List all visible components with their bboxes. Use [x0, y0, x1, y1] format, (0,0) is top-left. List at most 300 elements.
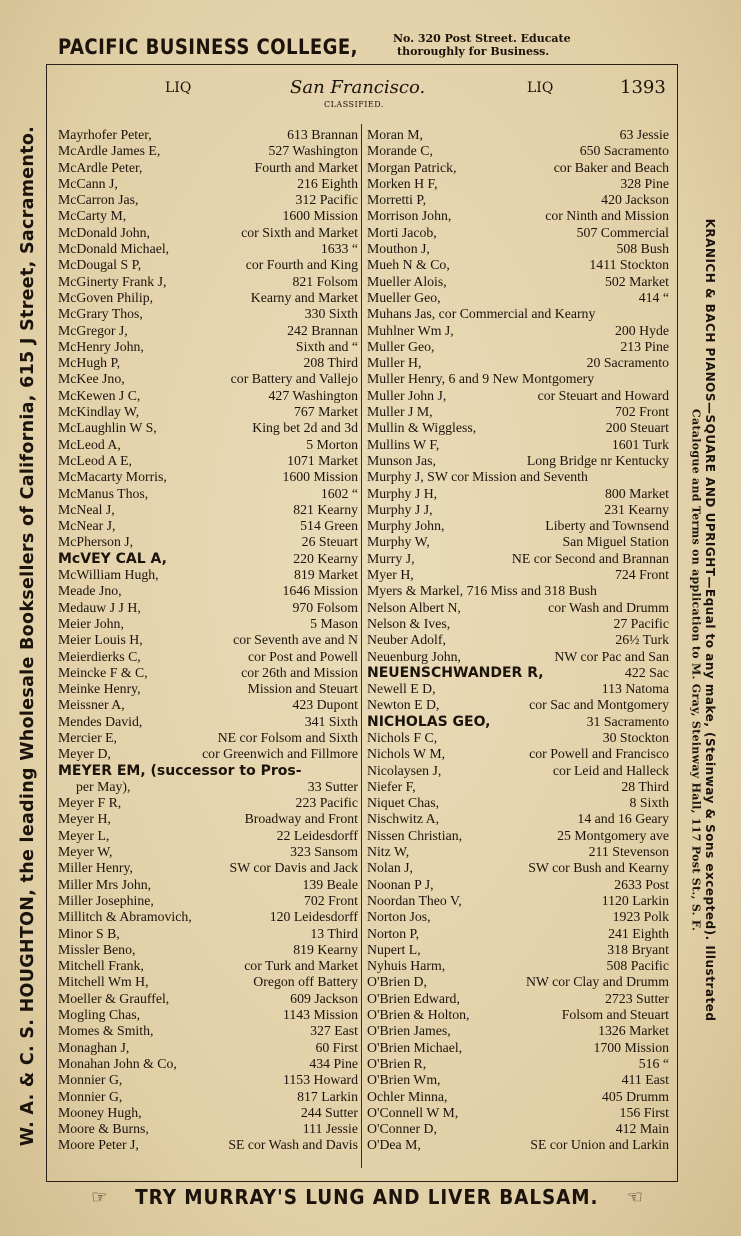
listing-address: 1633 “ [320, 241, 358, 257]
listing-address: 30 Stockton [602, 729, 669, 745]
listing-name: Murphy J J, [367, 501, 433, 517]
listing-entry [367, 1089, 669, 1105]
listing-name: McManus Thos, [58, 485, 149, 501]
listing-address: 414 “ [638, 289, 669, 305]
listing-name: Ochler Minna, [367, 1088, 448, 1104]
listing-address: cor Powell and Francisco [529, 746, 669, 762]
listing-address: 2633 Post [614, 876, 669, 892]
listing-name: McKewen J C, [58, 387, 141, 403]
listing-entry [367, 714, 669, 730]
listing-name: McGrary Thos, [58, 306, 143, 322]
listing-address: 516 “ [638, 1055, 669, 1071]
listing-address: 821 Folsom [292, 273, 358, 289]
listing-entry [58, 909, 358, 925]
city-title: San Francisco. [290, 77, 426, 98]
listing-address: 423 Dupont [292, 697, 358, 713]
listing-address: 1700 Mission [593, 1039, 669, 1055]
listing-entry [58, 583, 358, 599]
listing-entry [367, 681, 669, 697]
listing-address: 1326 Market [598, 1023, 669, 1039]
listing-name: Morrison John, [367, 208, 452, 224]
listing-name: Morti Jacob, [367, 224, 437, 240]
listing-address: cor Fourth and King [245, 257, 358, 273]
listing-name: Nolan J, [367, 860, 413, 876]
listing-name: Muller H, [367, 355, 422, 371]
listing-entry [367, 192, 669, 208]
listing-name: O'Brien D, [367, 974, 427, 990]
listing-entry [58, 192, 358, 208]
listing-entry [58, 518, 358, 534]
listing-name: NEUENSCHWANDER R, [367, 664, 544, 681]
listing-entry [58, 974, 358, 990]
listing-address: King bet 2d and 3d [252, 420, 358, 436]
listing-address: Mission and Steuart [247, 681, 358, 697]
listing-address: Broadway and Front [244, 811, 358, 827]
listing-name: Minor S B, [58, 925, 120, 941]
listing-address: 1600 Mission [282, 208, 358, 224]
listing-entry [367, 974, 669, 990]
listing-address: 1600 Mission [282, 469, 358, 485]
listing-entry [367, 420, 669, 436]
listing-name: McLeod A E, [58, 452, 132, 468]
listing-entry [367, 1007, 669, 1023]
listing-address: cor Sixth and Market [241, 224, 358, 240]
listing-entry [58, 290, 358, 306]
listing-address: 31 Sacramento [586, 713, 669, 729]
listing-address: 328 Pine [620, 175, 669, 191]
listing-address: Oregon off Battery [253, 974, 358, 990]
listing-address: 970 Folsom [292, 599, 358, 615]
listing-entry [367, 877, 669, 893]
listing-entry [58, 1007, 358, 1023]
listing-address: 323 Sansom [290, 844, 358, 860]
listing-address: 767 Market [294, 404, 358, 420]
listing-name: Meissner A, [58, 697, 125, 713]
listing-entry [58, 616, 358, 632]
listing-entry [58, 306, 358, 322]
listing-entry [58, 176, 358, 192]
top-ad-title: PACIFIC BUSINESS COLLEGE, [58, 35, 358, 59]
listing-name: McDougal S P, [58, 257, 142, 273]
listing-entry [58, 160, 358, 176]
listing-name: Mendes David, [58, 713, 143, 729]
listing-address: 821 Kearny [293, 501, 358, 517]
listing-entry [367, 127, 669, 143]
bottom-advertisement [62, 1181, 672, 1213]
listing-name: Mogling Chas, [58, 1007, 141, 1023]
listing-name: Nissen Christian, [367, 827, 463, 843]
listing-name: McGoven Philip, [58, 289, 154, 305]
listing-name: Miller Henry, [58, 860, 133, 876]
listing-entry [367, 649, 669, 665]
listing-entry [367, 795, 669, 811]
listing-address: San Miguel Station [562, 534, 669, 550]
listing-entry [367, 534, 669, 550]
listing-name: O'Dea M, [367, 1137, 421, 1153]
listing-name: McKee Jno, [58, 371, 125, 387]
bottom-ad-text: TRY MURRAY'S LUNG AND LIVER BALSAM. [135, 1185, 599, 1209]
listing-name: Missler Beno, [58, 941, 136, 957]
listing-address: 216 Eighth [297, 175, 358, 191]
listing-address: 213 Pine [620, 338, 669, 354]
listing-name: Neuenburg John, [367, 648, 462, 664]
listing-entry [58, 1072, 358, 1088]
listing-entry [58, 746, 358, 762]
listing-entry [58, 371, 358, 387]
listing-address: cor Leid and Halleck [552, 762, 669, 778]
listing-entry [58, 632, 358, 648]
listing-address: 1646 Mission [282, 583, 358, 599]
listing-address: 819 Kearny [293, 941, 358, 957]
listing-address: 14 and 16 Geary [577, 811, 669, 827]
listing-entry [367, 860, 669, 876]
listing-entry [58, 469, 358, 485]
pointing-hand-left-icon: ☞ [91, 1186, 108, 1208]
listing-entry [58, 1137, 358, 1153]
listing-name: MEYER EM, (successor to Pros- [58, 762, 302, 779]
listing-name: McLeod A, [58, 436, 121, 452]
listing-name: Meier Louis H, [58, 632, 143, 648]
listing-address: cor Baker and Beach [553, 159, 669, 175]
listing-address: 341 Sixth [304, 713, 358, 729]
listing-name: Myers & Markel, 716 Miss and 318 Bush [367, 583, 597, 599]
listing-entry [367, 616, 669, 632]
listing-name: Mercier E, [58, 729, 117, 745]
listing-name: McNear J, [58, 518, 116, 534]
listing-entry [58, 958, 358, 974]
listing-entry [367, 437, 669, 453]
listing-entry [367, 518, 669, 534]
right-side-advertisement [682, 80, 738, 1160]
listing-name: Moran M, [367, 127, 423, 142]
listing-entry [367, 404, 669, 420]
listing-entry [367, 893, 669, 909]
listing-address: 211 Stevenson [588, 844, 669, 860]
listing-entry [367, 323, 669, 339]
listing-address: 25 Montgomery ave [557, 827, 669, 843]
listing-entry [58, 649, 358, 665]
listing-address: 5 Mason [310, 615, 358, 631]
listing-name: McLaughlin W S, [58, 420, 157, 436]
listing-entry [367, 665, 669, 681]
listing-address: Sixth and “ [295, 338, 358, 354]
listing-name: Muller Geo, [367, 338, 435, 354]
listing-name: Muhans Jas, cor Commercial and Kearny [367, 306, 596, 322]
listing-address: 422 Sac [624, 664, 669, 680]
listing-entry [58, 942, 358, 958]
listing-entry [367, 926, 669, 942]
listing-entry [58, 143, 358, 159]
listing-address: 120 Leidesdorff [269, 909, 358, 925]
listing-address: 1153 Howard [283, 1072, 358, 1088]
listing-entry [58, 127, 358, 143]
listing-address: 527 Washington [268, 143, 358, 159]
listing-address: SW cor Davis and Jack [229, 860, 358, 876]
listing-name: McGregor J, [58, 322, 128, 338]
listing-entry [367, 958, 669, 974]
listing-name: Mitchell Frank, [58, 958, 144, 974]
listing-address: 613 Brannan [287, 127, 358, 142]
listing-address: 502 Market [605, 273, 669, 289]
column-divider [361, 124, 362, 1168]
listing-name: Nichols F C, [367, 729, 438, 745]
listing-entry [367, 208, 669, 224]
listing-address: SE cor Union and Larkin [530, 1137, 669, 1153]
top-advertisement [58, 30, 678, 64]
listing-name: Murry J, [367, 550, 415, 566]
listing-entry [58, 420, 358, 436]
listing-name: Mouthon J, [367, 241, 430, 257]
listing-entry [58, 323, 358, 339]
listing-name: Meier John, [58, 615, 124, 631]
top-ad-subtext-line1: No. 320 Post Street. Educate [393, 32, 571, 45]
listing-name: O'Brien R, [367, 1055, 427, 1071]
listing-address: SE cor Wash and Davis [228, 1137, 358, 1153]
listing-name: Moore & Burns, [58, 1121, 149, 1137]
listing-name: Meyer F R, [58, 795, 122, 811]
listing-name: Mueller Geo, [367, 289, 441, 305]
listing-entry [58, 257, 358, 273]
listing-address: 111 Jessie [302, 1121, 358, 1137]
listing-name: McArdle Peter, [58, 159, 143, 175]
top-ad-subtext-line2: thoroughly for Business. [397, 45, 550, 58]
listing-address: 113 Natoma [601, 681, 669, 697]
listing-name: Millitch & Abramovich, [58, 909, 192, 925]
listing-address: 28 Third [621, 778, 669, 794]
page-number: 1393 [620, 77, 666, 98]
listing-entry [58, 600, 358, 616]
listing-name: Noordan Theo V, [367, 892, 462, 908]
listing-address: 223 Pacific [295, 795, 358, 811]
listing-address: 244 Sutter [300, 1104, 358, 1120]
listing-address: 8 Sixth [629, 795, 669, 811]
listing-name: Mullin & Wiggless, [367, 420, 477, 436]
listing-name: Murphy W, [367, 534, 430, 550]
listing-name: O'Conner D, [367, 1121, 437, 1137]
listing-address: 2723 Sutter [605, 990, 669, 1006]
listing-entry [367, 1023, 669, 1039]
listing-address: 405 Drumm [601, 1088, 669, 1104]
listing-name: Morande C, [367, 143, 433, 159]
right-side-ad-line2: Catalogue and Terms on application to M. Gray, Steinway Hall, 117 Post St., S. F. [689, 408, 703, 932]
listing-address: cor 26th and Mission [241, 664, 358, 680]
listing-name: Muhlner Wm J, [367, 322, 454, 338]
listing-name: Murphy J, SW cor Mission and Seventh [367, 469, 588, 485]
listing-address: cor Wash and Drumm [548, 599, 669, 615]
listing-name: Monnier G, [58, 1072, 123, 1088]
listing-address: cor Turk and Market [244, 958, 358, 974]
listing-entry [367, 176, 669, 192]
listing-address: Kearny and Market [250, 289, 358, 305]
listing-entry [367, 1072, 669, 1088]
listing-address: Folsom and Steuart [561, 1007, 669, 1023]
listing-entry [367, 746, 669, 762]
listing-address: Long Bridge nr Kentucky [526, 452, 669, 468]
listing-entry [58, 697, 358, 713]
listing-address: 22 Leidesdorff [276, 827, 358, 843]
listing-name: McDonald Michael, [58, 241, 170, 257]
listing-entry [367, 779, 669, 795]
listing-entry [58, 1089, 358, 1105]
right-side-ad-title: KRANICH & BACH PIANOS—SQUARE AND UPRIGHT—Equal to any make, (Steinway & Sons excepted). Illustrated [703, 218, 717, 1022]
listing-address: cor Ninth and Mission [545, 208, 669, 224]
listing-name: Nyhuis Harm, [367, 958, 446, 974]
listing-entry [367, 828, 669, 844]
listing-entry [58, 681, 358, 697]
listing-name: Nischwitz A, [367, 811, 440, 827]
listing-address: 427 Washington [268, 387, 358, 403]
listing-name: Norton Jos, [367, 909, 431, 925]
listing-entry [367, 1105, 669, 1121]
listing-address: 20 Sacramento [586, 355, 669, 371]
listing-address: 508 Bush [616, 241, 669, 257]
listing-address: 702 Front [614, 404, 669, 420]
listing-name: Moore Peter J, [58, 1137, 139, 1153]
listing-entry [58, 1023, 358, 1039]
listing-name: Nelson & Ives, [367, 615, 451, 631]
listing-name: McNeal J, [58, 501, 115, 517]
listing-address: 33 Sutter [307, 778, 358, 794]
listing-entry [367, 1040, 669, 1056]
listing-entry [367, 486, 669, 502]
listing-address: cor Greenwich and Fillmore [202, 746, 358, 762]
listing-entry [58, 388, 358, 404]
listing-name: Momes & Smith, [58, 1023, 154, 1039]
listing-name: McArdle James E, [58, 143, 161, 159]
listing-entry [58, 1040, 358, 1056]
listing-address: 1411 Stockton [589, 257, 669, 273]
listing-name: Meinke Henry, [58, 681, 141, 697]
listing-name: Mitchell Wm H, [58, 974, 149, 990]
listing-address: 434 Pine [309, 1055, 358, 1071]
listing-entry [58, 779, 358, 795]
pointing-hand-right-icon: ☜ [626, 1186, 643, 1208]
listing-address: 139 Beale [302, 876, 358, 892]
listing-name: Myer H, [367, 567, 414, 583]
listing-entry [58, 1105, 358, 1121]
listing-entry [58, 811, 358, 827]
listing-address: 27 Pacific [613, 615, 669, 631]
listing-entry [58, 551, 358, 567]
listing-name: Neuber Adolf, [367, 632, 446, 648]
classified-label: CLASSIFIED. [324, 100, 384, 109]
listing-entry [367, 355, 669, 371]
listing-entry [367, 160, 669, 176]
listing-entry [367, 1137, 669, 1153]
listing-name: Norton P, [367, 925, 420, 941]
listing-entry [58, 893, 358, 909]
listing-address: NE cor Folsom and Sixth [217, 729, 358, 745]
listing-name: O'Brien & Holton, [367, 1007, 470, 1023]
listing-entry [367, 844, 669, 860]
listing-name: Meade Jno, [58, 583, 122, 599]
listing-name: Muller Henry, 6 and 9 New Montgomery [367, 371, 595, 387]
listing-name: McCann J, [58, 175, 118, 191]
listing-address: SW cor Bush and Kearny [528, 860, 669, 876]
listing-name: Meincke F & C, [58, 664, 148, 680]
listing-address: 817 Larkin [297, 1088, 358, 1104]
listing-entry [58, 355, 358, 371]
listing-address: 63 Jessie [619, 127, 669, 142]
listing-entry [367, 241, 669, 257]
listing-entry [367, 1121, 669, 1137]
listing-address: Fourth and Market [254, 159, 358, 175]
listing-name: Mooney Hugh, [58, 1104, 142, 1120]
listing-entry [367, 388, 669, 404]
listing-address: 412 Main [615, 1121, 669, 1137]
listing-address: 330 Sixth [304, 306, 358, 322]
listing-address: 200 Steuart [605, 420, 669, 436]
listing-address: cor Battery and Vallejo [230, 371, 358, 387]
listing-address: 60 First [315, 1039, 358, 1055]
listing-name: Monnier G, [58, 1088, 123, 1104]
listing-name: Mueh N & Co, [367, 257, 450, 273]
listing-name: Nichols W M, [367, 746, 446, 762]
listing-entry [58, 828, 358, 844]
listing-name: Muller J M, [367, 404, 433, 420]
listing-address: 242 Brannan [287, 322, 358, 338]
listing-address: NW cor Pac and San [554, 648, 669, 664]
listing-address: 420 Jackson [601, 192, 669, 208]
listing-address: cor Seventh ave and N [233, 632, 358, 648]
listing-address: 1120 Larkin [601, 892, 669, 908]
listing-entry [367, 697, 669, 713]
listing-name: Niquet Chas, [367, 795, 440, 811]
listing-entry [58, 534, 358, 550]
page-header [52, 76, 672, 112]
listing-entry [58, 486, 358, 502]
listing-name: Nitz W, [367, 844, 410, 860]
listing-entry [367, 583, 669, 599]
listing-name: O'Brien Edward, [367, 990, 460, 1006]
listing-name: Morken H F, [367, 175, 438, 191]
listing-address: 5 Morton [306, 436, 358, 452]
listing-address: 1143 Mission [282, 1007, 358, 1023]
listing-entry [58, 225, 358, 241]
listing-entry [58, 763, 358, 779]
listing-name: O'Brien Michael, [367, 1039, 463, 1055]
listing-address: cor Sac and Montgomery [529, 697, 669, 713]
listing-name: McCarron Jas, [58, 192, 139, 208]
listing-name: Meyer D, [58, 746, 111, 762]
listing-address: NW cor Clay and Drumm [525, 974, 669, 990]
listing-address: 200 Hyde [614, 322, 669, 338]
listing-entry [58, 567, 358, 583]
listing-address: 1071 Market [287, 452, 358, 468]
listing-name: McKindlay W, [58, 404, 140, 420]
listing-address: 327 East [310, 1023, 358, 1039]
listing-address: 800 Market [605, 485, 669, 501]
listing-entry [367, 567, 669, 583]
listing-name: McVEY CAL A, [58, 550, 167, 567]
listing-name: McGinerty Frank J, [58, 273, 167, 289]
listing-address: 650 Sacramento [579, 143, 669, 159]
listing-name: Nupert L, [367, 941, 421, 957]
listing-entry [58, 714, 358, 730]
listing-entry [58, 502, 358, 518]
listing-address: 514 Green [300, 518, 358, 534]
listing-name: McHenry John, [58, 338, 144, 354]
listing-address: cor Post and Powell [248, 648, 358, 664]
listing-name: Miller Mrs John, [58, 876, 152, 892]
listing-address: 13 Third [310, 925, 358, 941]
listing-name: Mueller Alois, [367, 273, 447, 289]
left-side-advertisement [6, 96, 50, 1176]
listing-entry [58, 241, 358, 257]
listing-entry [367, 600, 669, 616]
listing-entry [367, 290, 669, 306]
listing-name: Medauw J J H, [58, 599, 141, 615]
